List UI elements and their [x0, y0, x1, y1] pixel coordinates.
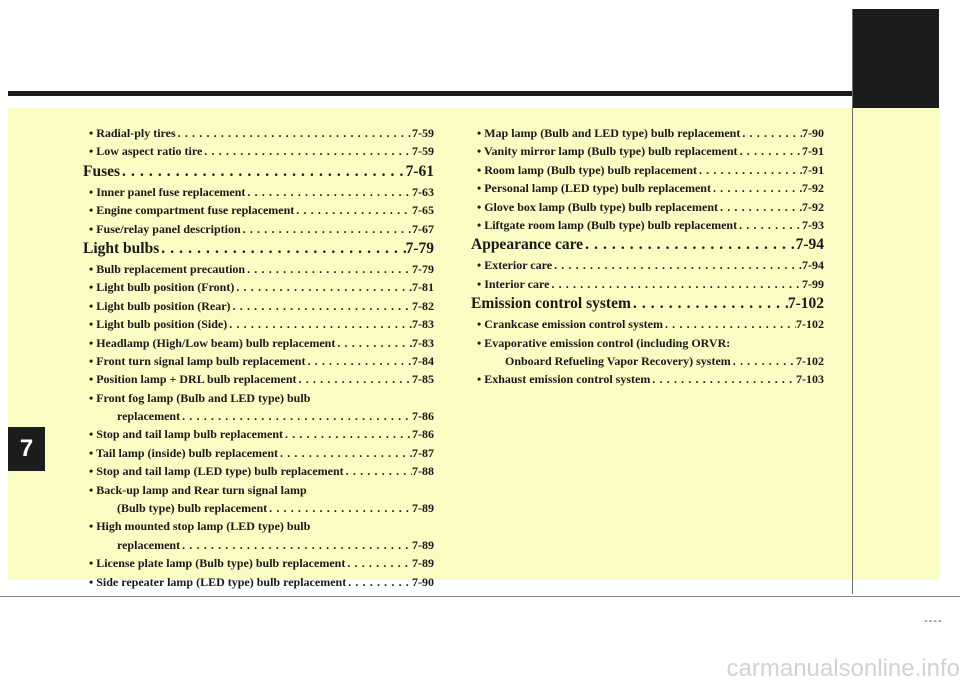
toc-entry[interactable]	[471, 142, 824, 160]
toc-entry[interactable]	[83, 142, 434, 160]
toc-entry-label: • Inner panel fuse replacement	[89, 184, 246, 199]
toc-entry-label: • Front turn signal lamp bulb replacement	[89, 353, 306, 368]
dot-leader	[120, 161, 406, 183]
toc-page-number: 7-91	[802, 144, 824, 159]
dot-leader	[159, 238, 405, 260]
toc-entry-label: • Stop and tail lamp bulb replacement	[89, 427, 284, 442]
dot-leader	[305, 352, 412, 370]
toc-page-number: 7-79	[412, 261, 434, 276]
toc-entry[interactable]	[471, 124, 824, 142]
toc-entry[interactable]	[471, 179, 824, 197]
toc-entry[interactable]	[83, 278, 434, 296]
toc-entry[interactable]	[471, 198, 824, 216]
toc-entry-label: • Light bulb position (Front)	[89, 280, 235, 295]
toc-page-number: 7-59	[412, 126, 434, 140]
toc-entry-label: (Bulb type) bulb replacement	[117, 501, 268, 516]
dot-leader	[740, 124, 802, 142]
toc-entry-label: Emission control system	[471, 295, 631, 313]
dot-leader	[267, 499, 412, 517]
toc-page-number: 7-88	[412, 464, 434, 479]
toc-page-number: 7-92	[802, 181, 824, 196]
toc-entry-label: • Interior care	[477, 276, 550, 291]
toc-section-entry[interactable]	[83, 161, 434, 183]
toc-page-number: 7-81	[412, 280, 434, 295]
toc-page-number: 7-89	[412, 501, 434, 516]
toc-page-number: 7-86	[412, 409, 434, 424]
toc-entry-label: • Engine compartment fuse replacement	[89, 203, 295, 218]
toc-entry[interactable]	[83, 370, 434, 388]
toc-right-column	[471, 124, 824, 389]
toc-page-number: 7-87	[412, 445, 434, 460]
toc-page-number: 7-94	[795, 236, 824, 254]
dot-leader	[176, 124, 412, 142]
toc-entry-label: • Personal lamp (LED type) bulb replacement	[477, 181, 711, 196]
dot-leader	[731, 352, 796, 370]
toc-page-number: 7-99	[802, 276, 824, 291]
toc-entry[interactable]	[471, 161, 824, 179]
toc-entry[interactable]	[471, 315, 824, 333]
toc-page-number: 7-85	[412, 372, 434, 387]
toc-entry[interactable]	[471, 352, 824, 370]
toc-section-entry[interactable]	[471, 234, 824, 256]
toc-entry-label: • Exterior care	[477, 258, 553, 273]
toc-page-number: 7-63	[412, 184, 434, 199]
toc-entry[interactable]	[83, 124, 434, 142]
toc-entry-label: • Low aspect ratio tire	[89, 144, 203, 159]
toc-entry-label: Appearance care	[471, 236, 584, 254]
toc-page-number: 7-102	[796, 317, 824, 332]
toc-page-number: 7-83	[412, 317, 434, 332]
toc-entry-heading[interactable]: • Front fog lamp (Bulb and LED type) bulb	[89, 390, 311, 405]
toc-page-number: 7-102	[787, 295, 824, 313]
chapter-header-block	[853, 9, 939, 108]
dot-leader	[650, 370, 796, 388]
toc-left-column	[83, 124, 434, 591]
dot-leader	[245, 260, 412, 278]
toc-entry-label: • Light bulb position (Rear)	[89, 298, 231, 313]
toc-entry-label: Fuses	[83, 162, 121, 180]
dot-leader	[583, 234, 796, 256]
dot-leader	[227, 315, 412, 333]
dot-leader	[234, 278, 412, 296]
toc-page-number: 7-61	[405, 162, 434, 180]
toc-entry[interactable]	[471, 275, 824, 293]
toc-entry[interactable]	[83, 536, 434, 554]
toc-entry[interactable]	[471, 370, 824, 388]
dot-leader	[663, 315, 796, 333]
toc-entry-label: • Vanity mirror lamp (Bulb type) bulb replacement	[477, 144, 738, 159]
toc-entry-label: replacement	[117, 537, 181, 552]
toc-entry-label: replacement	[117, 409, 181, 424]
dot-leader	[278, 444, 412, 462]
header-rule	[8, 91, 853, 96]
toc-page-number: 7-89	[412, 537, 434, 552]
toc-page-number: 7-89	[412, 556, 434, 571]
toc-entry-label: • Light bulb position (Side)	[89, 317, 228, 332]
toc-entry[interactable]	[83, 462, 434, 480]
toc-entry[interactable]	[83, 352, 434, 370]
dot-leader	[335, 334, 412, 352]
toc-entry-label: • Bulb replacement precaution	[89, 261, 246, 276]
toc-entry[interactable]	[83, 220, 434, 238]
dot-leader	[297, 370, 413, 388]
toc-page-number: 7-84	[412, 353, 434, 368]
toc-entry-heading[interactable]: • High mounted stop lamp (LED type) bulb	[89, 519, 311, 534]
toc-page-number: 7-90	[802, 126, 824, 140]
dot-leader	[552, 256, 802, 274]
toc-entry-label: • License plate lamp (Bulb type) bulb replacement	[89, 556, 346, 571]
dot-leader	[697, 161, 802, 179]
toc-entry[interactable]	[83, 201, 434, 219]
toc-entry-label: Onboard Refueling Vapor Recovery) system	[505, 353, 731, 368]
toc-entry-label: • Tail lamp (inside) bulb replacement	[89, 445, 279, 460]
toc-section-entry[interactable]	[83, 238, 434, 260]
toc-page-number: 7-83	[412, 335, 434, 350]
dot-leader	[346, 573, 412, 591]
dot-leader	[711, 179, 802, 197]
toc-page-number: 7-102	[796, 353, 824, 368]
dot-leader	[245, 183, 412, 201]
toc-entry-label: • Fuse/relay panel description	[89, 221, 241, 236]
dot-leader	[294, 201, 412, 219]
toc-entry[interactable]	[83, 499, 434, 517]
footer-rule	[0, 596, 960, 597]
dot-leader	[180, 536, 412, 554]
toc-entry-label: • Stop and tail lamp (LED type) bulb replacement	[89, 464, 344, 479]
toc-entry[interactable]	[83, 334, 434, 352]
toc-entry[interactable]	[83, 407, 434, 425]
toc-entry-label: • Side repeater lamp (LED type) bulb replacement	[89, 574, 347, 589]
toc-entry[interactable]	[83, 573, 434, 591]
toc-entry-label: • Radial-ply tires	[89, 126, 176, 140]
dot-leader	[241, 220, 412, 238]
toc-page-number: 7-86	[412, 427, 434, 442]
chapter-number-tab[interactable]: 7	[8, 427, 45, 471]
toc-page-number: 7-92	[802, 199, 824, 214]
dot-leader	[344, 462, 412, 480]
dot-leader	[549, 275, 802, 293]
dot-leader	[631, 293, 788, 315]
toc-page-number: 7-65	[412, 203, 434, 218]
dot-leader	[737, 216, 802, 234]
toc-page-number: 7-79	[405, 239, 434, 257]
toc-page-number: 7-90	[412, 574, 434, 589]
toc-page-number: 7-59	[412, 144, 434, 159]
toc-entry[interactable]	[83, 444, 434, 462]
toc-page-number: 7-103	[796, 372, 824, 387]
toc-entry-heading[interactable]: • Back-up lamp and Rear turn signal lamp	[89, 482, 307, 497]
toc-entry[interactable]	[83, 315, 434, 333]
toc-entry-label: • Crankcase emission control system	[477, 317, 663, 332]
toc-page-number: 7-94	[802, 258, 824, 273]
watermark: carmanualsonline.info	[726, 655, 960, 682]
toc-entry-label: • Position lamp + DRL bulb replacement	[89, 372, 297, 387]
toc-entry-label: • Headlamp (High/Low beam) bulb replacement	[89, 335, 336, 350]
toc-entry-label: Light bulbs	[83, 239, 160, 257]
column-divider-line	[852, 9, 853, 594]
page-number-marker: ----	[924, 615, 943, 627]
dot-leader	[345, 554, 412, 572]
toc-page-number: 7-91	[802, 162, 824, 177]
dot-leader	[231, 297, 412, 315]
toc-entry-label: • Room lamp (Bulb type) bulb replacement	[477, 162, 697, 177]
toc-entry-label: • Exhaust emission control system	[477, 372, 651, 387]
toc-page-number: 7-82	[412, 298, 434, 313]
toc-entry[interactable]	[471, 256, 824, 274]
dot-leader	[718, 198, 802, 216]
dot-leader	[180, 407, 412, 425]
toc-entry[interactable]	[471, 216, 824, 234]
toc-page-number: 7-93	[802, 217, 824, 232]
toc-page-number: 7-67	[412, 221, 434, 236]
toc-entry-label: • Map lamp (Bulb and LED type) bulb replacement	[477, 126, 741, 140]
toc-section-entry[interactable]	[471, 293, 824, 315]
toc-entry-label: • Glove box lamp (Bulb type) bulb replacement	[477, 199, 718, 214]
toc-entry[interactable]	[83, 260, 434, 278]
toc-entry[interactable]	[83, 183, 434, 201]
dot-leader	[738, 142, 802, 160]
toc-entry-label: • Liftgate room lamp (Bulb type) bulb replacement	[477, 217, 738, 232]
dot-leader	[283, 425, 412, 443]
toc-entry[interactable]	[83, 297, 434, 315]
toc-entry[interactable]	[83, 554, 434, 572]
dot-leader	[202, 142, 412, 160]
toc-entry[interactable]	[83, 425, 434, 443]
toc-entry-heading[interactable]: • Evaporative emission control (including ORVR:	[477, 335, 731, 350]
